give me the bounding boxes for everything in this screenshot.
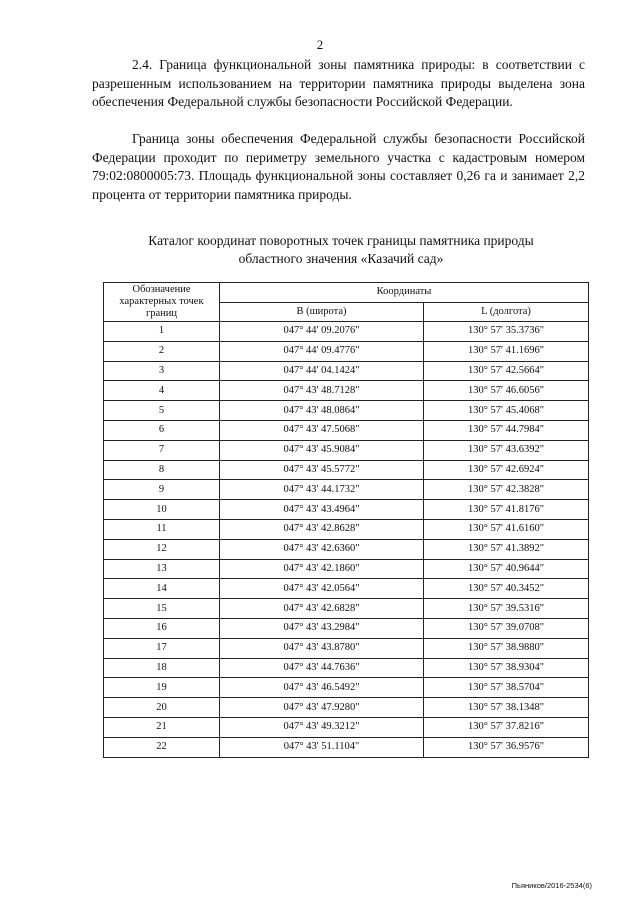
header-coordinates: Координаты	[220, 283, 589, 303]
caption-line-2: областного значения «Казачий сад»	[238, 251, 444, 266]
point-number-cell: 21	[104, 717, 220, 737]
latitude-cell: 047° 43' 42.8628"	[220, 519, 424, 539]
point-number-cell: 15	[104, 599, 220, 619]
longitude-cell: 130° 57' 39.0708"	[424, 618, 589, 638]
table-row	[104, 361, 589, 381]
coordinates-table	[103, 282, 589, 758]
point-number-cell: 3	[104, 361, 220, 381]
latitude-cell: 047° 43' 47.9280"	[220, 698, 424, 718]
caption-line-1: Каталог координат поворотных точек границы памятника природы	[148, 233, 534, 248]
point-number-cell: 4	[104, 381, 220, 401]
longitude-cell: 130° 57' 39.5316"	[424, 599, 589, 619]
table-row	[104, 559, 589, 579]
table-row	[104, 519, 589, 539]
table-row	[104, 618, 589, 638]
latitude-cell: 047° 43' 42.6828"	[220, 599, 424, 619]
table-row	[104, 599, 589, 619]
table-row	[104, 341, 589, 361]
latitude-cell: 047° 43' 43.2984"	[220, 618, 424, 638]
table-row	[104, 658, 589, 678]
latitude-cell: 047° 43' 48.7128"	[220, 381, 424, 401]
point-number-cell: 17	[104, 638, 220, 658]
longitude-cell: 130° 57' 40.3452"	[424, 579, 589, 599]
header-designation: Обозначение характерных точек границ	[104, 283, 220, 322]
table-row	[104, 698, 589, 718]
longitude-cell: 130° 57' 40.9644"	[424, 559, 589, 579]
longitude-cell: 130° 57' 37.8216"	[424, 717, 589, 737]
latitude-cell: 047° 43' 42.0564"	[220, 579, 424, 599]
longitude-cell: 130° 57' 38.5704"	[424, 678, 589, 698]
longitude-cell: 130° 57' 36.9576"	[424, 737, 589, 757]
longitude-cell: 130° 57' 43.6392"	[424, 440, 589, 460]
table-row	[104, 420, 589, 440]
page-number: 2	[316, 37, 324, 52]
latitude-cell: 047° 43' 45.9084"	[220, 440, 424, 460]
point-number-cell: 13	[104, 559, 220, 579]
latitude-cell: 047° 43' 45.5772"	[220, 460, 424, 480]
latitude-cell: 047° 43' 51.1104"	[220, 737, 424, 757]
longitude-cell: 130° 57' 38.9880"	[424, 638, 589, 658]
latitude-cell: 047° 43' 49.3212"	[220, 717, 424, 737]
table-row	[104, 460, 589, 480]
table-row	[104, 579, 589, 599]
longitude-cell: 130° 57' 41.8176"	[424, 500, 589, 520]
table-row	[104, 381, 589, 401]
point-number-cell: 1	[104, 322, 220, 342]
longitude-cell: 130° 57' 44.7984"	[424, 420, 589, 440]
latitude-cell: 047° 44' 09.4776"	[220, 341, 424, 361]
point-number-cell: 6	[104, 420, 220, 440]
point-number-cell: 19	[104, 678, 220, 698]
point-number-cell: 5	[104, 401, 220, 421]
header-latitude: В (широта)	[220, 302, 424, 322]
point-number-cell: 16	[104, 618, 220, 638]
point-number-cell: 12	[104, 539, 220, 559]
table-row	[104, 638, 589, 658]
table-row	[104, 401, 589, 421]
point-number-cell: 14	[104, 579, 220, 599]
table-row	[104, 717, 589, 737]
header-longitude: L (долгота)	[424, 302, 589, 322]
point-number-cell: 10	[104, 500, 220, 520]
document-footer-code: Пьяников/2016-2534(6)	[511, 881, 592, 890]
longitude-cell: 130° 57' 38.1348"	[424, 698, 589, 718]
latitude-cell: 047° 44' 04.1424"	[220, 361, 424, 381]
point-number-cell: 22	[104, 737, 220, 757]
latitude-cell: 047° 43' 44.1732"	[220, 480, 424, 500]
paragraph-functional-zone: 2.4. Граница функциональной зоны памятника природы: в соответствии с разрешенным использованием на территории памятника природы выделена зона обеспечения Федеральной службы безопасности Российской Федерации.	[92, 57, 585, 109]
paragraph-zone-boundary: Граница зоны обеспечения Федеральной службы безопасности Российской Федерации проходит по периметру земельного участка с кадастровым номером 79:02:0800005:73. Площадь функциональной зоны составляет 0,26 га и занимает 2,2 процента от территории памятника природы.	[92, 131, 585, 202]
longitude-cell: 130° 57' 42.3828"	[424, 480, 589, 500]
latitude-cell: 047° 43' 46.5492"	[220, 678, 424, 698]
table-caption	[92, 232, 590, 268]
latitude-cell: 047° 43' 43.4964"	[220, 500, 424, 520]
longitude-cell: 130° 57' 41.3892"	[424, 539, 589, 559]
longitude-cell: 130° 57' 41.1696"	[424, 341, 589, 361]
point-number-cell: 7	[104, 440, 220, 460]
latitude-cell: 047° 43' 47.5068"	[220, 420, 424, 440]
longitude-cell: 130° 57' 38.9304"	[424, 658, 589, 678]
point-number-cell: 11	[104, 519, 220, 539]
point-number-cell: 18	[104, 658, 220, 678]
longitude-cell: 130° 57' 46.6056"	[424, 381, 589, 401]
coordinates-table-body	[104, 322, 589, 758]
latitude-cell: 047° 43' 42.6360"	[220, 539, 424, 559]
point-number-cell: 2	[104, 341, 220, 361]
latitude-cell: 047° 44' 09.2076"	[220, 322, 424, 342]
table-row	[104, 500, 589, 520]
point-number-cell: 20	[104, 698, 220, 718]
table-row	[104, 737, 589, 757]
point-number-cell: 9	[104, 480, 220, 500]
longitude-cell: 130° 57' 42.6924"	[424, 460, 589, 480]
table-row	[104, 539, 589, 559]
table-row	[104, 440, 589, 460]
longitude-cell: 130° 57' 45.4068"	[424, 401, 589, 421]
table-row	[104, 322, 589, 342]
longitude-cell: 130° 57' 35.3736"	[424, 322, 589, 342]
latitude-cell: 047° 43' 44.7636"	[220, 658, 424, 678]
longitude-cell: 130° 57' 41.6160"	[424, 519, 589, 539]
latitude-cell: 047° 43' 48.0864"	[220, 401, 424, 421]
latitude-cell: 047° 43' 42.1860"	[220, 559, 424, 579]
point-number-cell: 8	[104, 460, 220, 480]
longitude-cell: 130° 57' 42.5664"	[424, 361, 589, 381]
latitude-cell: 047° 43' 43.8780"	[220, 638, 424, 658]
table-row	[104, 480, 589, 500]
table-row	[104, 678, 589, 698]
